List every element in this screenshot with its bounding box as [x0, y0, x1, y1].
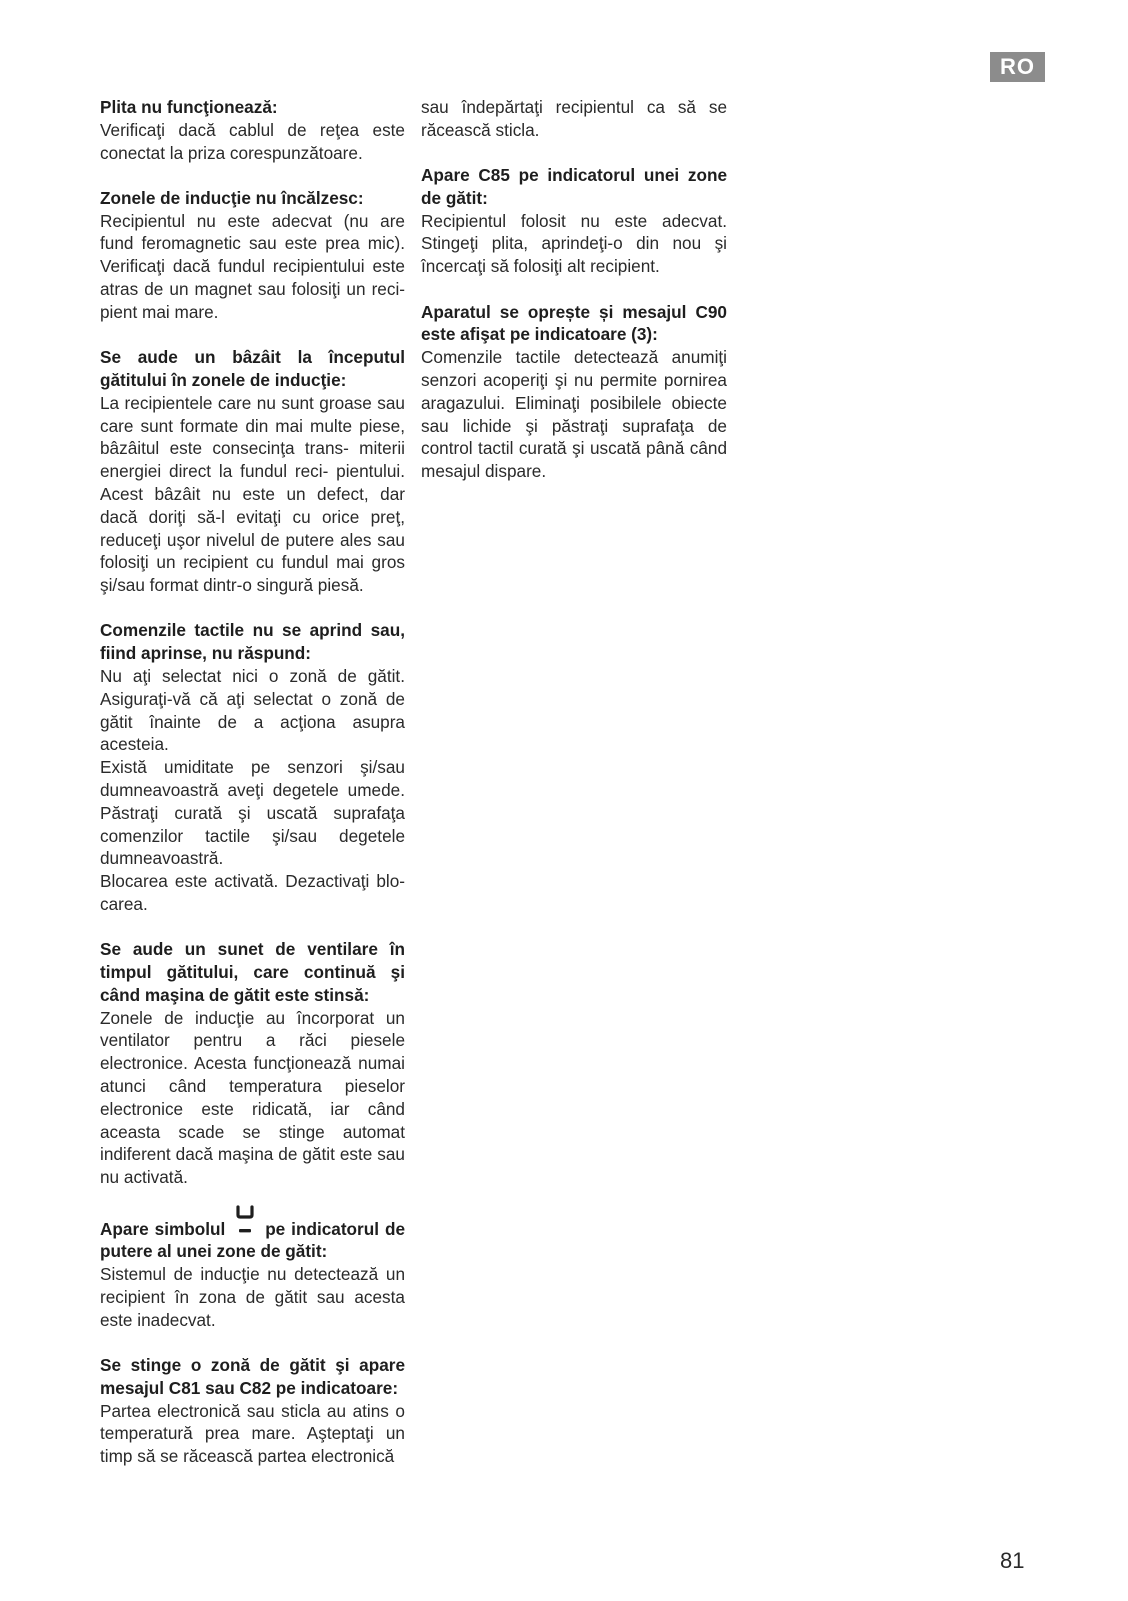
section-c90-message: [421, 301, 727, 483]
section-paragraph: Sistemul de inducţie nu detectează un recipient în zona de gătit sau acesta este inadecvat.: [100, 1264, 405, 1330]
section-heading: Apare C85 pe indicatorul unei zone de gătit:: [421, 165, 727, 208]
section-heading: Aparatul se oprește și mesajul C90 este afişat pe indicatoare (3):: [421, 301, 727, 345]
section-buzzing-noise: [100, 346, 405, 597]
section-paragraph: Verificaţi dacă cablul de reţea este conectat la priza corespunzătoare.: [100, 119, 405, 163]
section-paragraph: Recipientul nu este adecvat (nu are fund feromagnetic sau este prea mic). Verificaţi dacă fundul recipientului este atras de un magnet sau folosiţi un reci- pient mai mare.: [100, 210, 405, 322]
section-touch-controls: [100, 619, 405, 915]
section-paragraph: La recipientele care nu sunt groase sau care sunt formate din mai multe piese, bâzâitul este consecinţa trans- miterii energiei direct la fundul reci- pientului. Acest bâzâit nu este un defect, dar dacă doriţi să-l evitaţi cu orice preţ, reduceţi uşor nivelul de putere ales sau folosiţi un recipient cu fundul mai gros şi/sau format dintr-o singură piesă.: [100, 392, 405, 596]
section-heading: [100, 1218, 405, 1264]
section-heading: Plita nu funcţionează:: [100, 97, 278, 117]
section-paragraph: Partea electronică sau sticla au atins o temperatură prea mare. Aşteptaţi un timp să se răcească partea electronică: [100, 1400, 405, 1467]
section-heading: Se aude un bâzâit la începutul gătitului în zonele de inducţie:: [100, 347, 405, 390]
section-c85-message: [421, 164, 727, 278]
section-symbol-appears: [100, 1212, 405, 1332]
section-paragraph: sau îndepărtaţi recipientul ca să se răcească sticla.: [421, 97, 727, 140]
section-zones-not-heating: [100, 187, 405, 324]
section-fan-noise: [100, 938, 405, 1189]
pan-detect-symbol-icon: [235, 1219, 255, 1235]
section-heading: Se aude un sunet de ventilare în timpul gătitului, care continuă şi când maşina de gătit este stinsă:: [100, 939, 405, 1005]
section-continued-text: [421, 96, 727, 142]
section-zone-turns-off-c81: [100, 1354, 405, 1468]
section-paragraph: Recipientul folosit nu este adecvat. Stingeţi plita, aprindeţi-o din nou şi încercaţi să folosiţi alt recipient.: [421, 210, 727, 277]
right-column: [421, 96, 727, 505]
section-heading: Comenzile tactile nu se aprind sau, fiind aprinse, nu răspund:: [100, 620, 405, 664]
language-badge: RO: [990, 52, 1045, 82]
section-paragraph: Există umiditate pe senzori şi/sau dumneavoastră aveţi degetele umede. Păstraţi curată şi uscată suprafaţa comenzilor tactile şi/sau degetele dumneavoastră.: [100, 757, 405, 869]
section-paragraph: Zonele de inducţie au încorporat un ventilator pentru a răci piesele electronice. Acesta funcţionează numai atunci când temperatura pieselor electronice este ridicată, iar când aceasta scade se stinge automat indiferent dacă maşina de gătit este sau nu activată.: [100, 1007, 405, 1188]
heading-text-before-symbol: Apare simbolul: [100, 1218, 226, 1239]
section-paragraph: Blocarea este activată. Dezactivaţi blo- carea.: [100, 871, 405, 914]
section-paragraph: Nu aţi selectat nici o zonă de gătit. Asiguraţi-vă că aţi selectat o zonă de gătit înainte de a acţiona asupra acesteia.: [100, 666, 405, 755]
section-heading: Se stinge o zonă de gătit şi apare mesajul C81 sau C82 pe indicatoare:: [100, 1355, 405, 1398]
section-heading: Zonele de inducţie nu încălzesc:: [100, 187, 364, 208]
page-number: 81: [1000, 1548, 1025, 1573]
section-paragraph: Comenzile tactile detectează anumiţi senzori acoperiţi şi nu permite pornirea aragazului. Eliminaţi posibilele obiecte sau lichide şi păstraţi suprafaţa de control tactil curată şi uscată până când mesajul dispare.: [421, 347, 727, 482]
section-hob-not-working: [100, 96, 405, 164]
left-column: [100, 96, 405, 1491]
heading-text-after-symbol: pe indicatorul de putere al unei zone de gătit:: [100, 1218, 406, 1262]
